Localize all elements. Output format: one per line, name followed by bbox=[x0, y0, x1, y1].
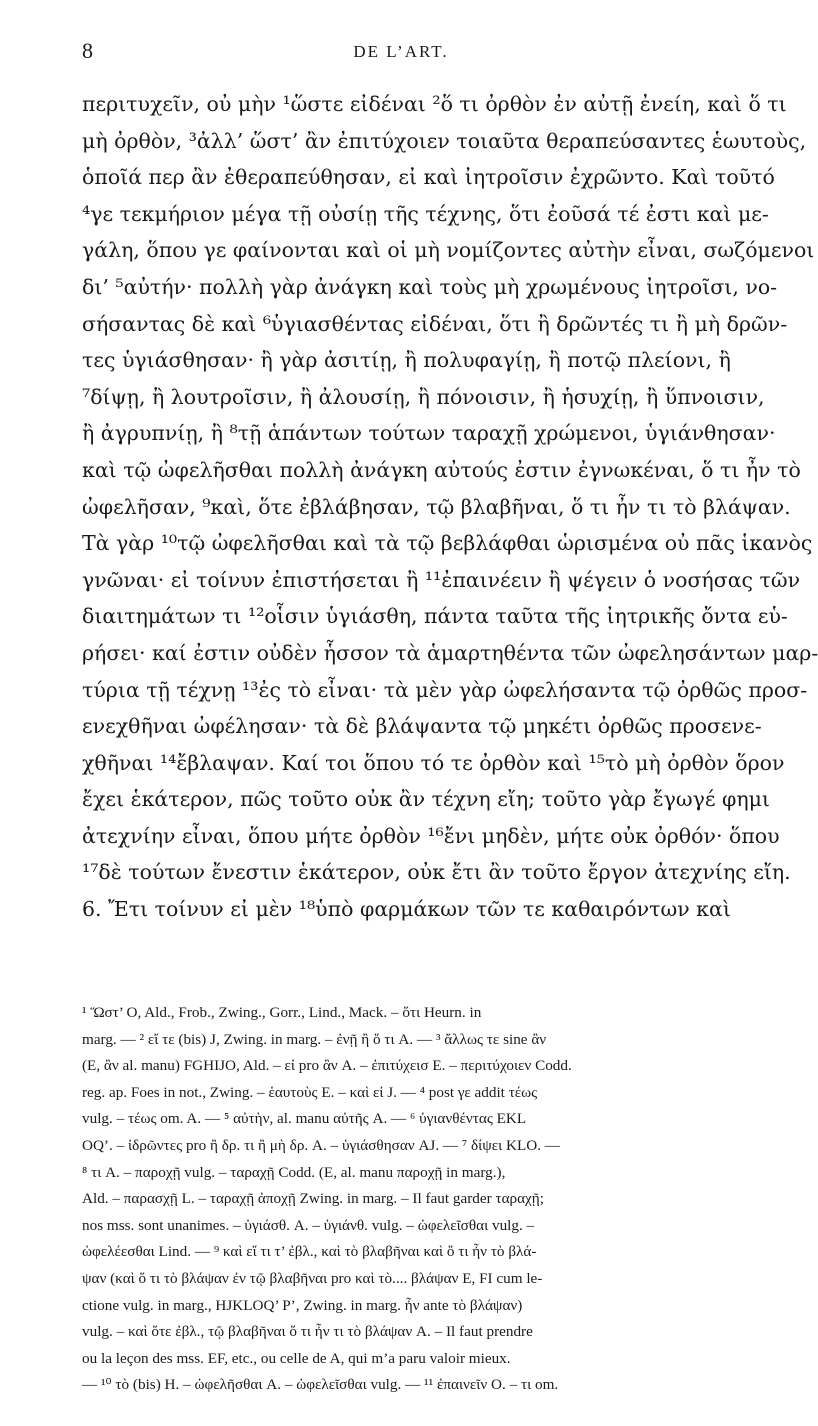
footnote-line: ⁸ τι A. – παροχῇ vulg. – ταραχῇ Codd. (E, al. manu παροχῇ in marg.), bbox=[82, 1163, 506, 1181]
footnote-line: ou la leçon des mss. EF, etc., ou celle de A, qui m’a paru valoir mieux. bbox=[82, 1349, 511, 1367]
text-line: ὠφελῆσαν, ⁹καὶ, ὅτε ἐβλάβησαν, τῷ βλαβῆναι, ὅ τι ἦν τι τὸ βλάψαν. bbox=[82, 494, 791, 519]
footnote-line: Ald. – παρασχῇ L. – ταραχῇ ἀποχῇ Zwing. in marg. – Il faut garder ταραχῇ; bbox=[82, 1190, 544, 1208]
footnote-line: marg. — ² εἴ τε (bis) J, Zwing. in marg. – ἐνῇ ἢ ὅ τι A. — ³ ἄλλως τε sine ἂν bbox=[82, 1030, 547, 1048]
footnote-line: ὠφελέεσθαι Lind. — ⁹ καὶ εἴ τι τ’ ἐβλ., καὶ τὸ βλαβῆναι καὶ ὅ τι ἦν τὸ βλά- bbox=[82, 1243, 537, 1261]
running-title: DE L’ART. bbox=[353, 42, 449, 61]
text-line: Τὰ γὰρ ¹⁰τῷ ὠφελῆσθαι καὶ τὰ τῷ βεβλάφθαι ὡρισμένα οὐ πᾶς ἱκανὸς bbox=[82, 531, 813, 556]
footnote-line: ¹ Ὥστ’ O, Ald., Frob., Zwing., Gorr., Lind., Mack. – ὅτι Heurn. in bbox=[82, 1004, 482, 1021]
page-header bbox=[82, 38, 720, 78]
text-line: διαιτημάτων τι ¹²οἷσιν ὑγιάσθη, πάντα ταῦτα τῆς ἰητρικῆς ὄντα εὑ- bbox=[82, 604, 788, 629]
text-line: ἀτεχνίην εἶναι, ὅπου μήτε ὀρθὸν ¹⁶ἔνι μηδὲν, μήτε οὐκ ὀρθόν· ὅπου bbox=[82, 823, 780, 848]
text-line: γάλη, ὅπου γε φαίνονται καὶ οἱ μὴ νομίζοντες αὐτὴν εἶναι, σωζόμενοι bbox=[82, 238, 815, 263]
text-line: ⁷δίψῃ, ἢ λουτροῖσιν, ἢ ἀλουσίῃ, ἢ πόνοισιν, ἢ ἡσυχίῃ, ἢ ὕπνοισιν, bbox=[82, 384, 765, 409]
text-line: τες ὑγιάσθησαν· ἢ γὰρ ἀσιτίῃ, ἢ πολυφαγίῃ, ἢ ποτῷ πλείονι, ἢ bbox=[82, 348, 731, 373]
text-line: ενεχθῆναι ὠφέλησαν· τὰ δὲ βλάψαντα τῷ μηκέτι ὀρθῶς προσενε- bbox=[82, 714, 762, 739]
text-line: γνῶναι· εἰ τοίνυν ἐπιστήσεται ἢ ¹¹ἐπαινέειν ἢ ψέγειν ὁ νοσήσας τῶν bbox=[82, 567, 801, 592]
text-line: σήσαντας δὲ καὶ ⁶ὑγιασθέντας εἰδέναι, ὅτι ἢ δρῶντές τι ἢ μὴ δρῶν- bbox=[82, 311, 788, 336]
text-line: ρήσει· καί ἐστιν οὐδὲν ἧσσον τὰ ἁμαρτηθέντα τῶν ὠφελησάντων μαρ- bbox=[82, 640, 818, 665]
text-line: ἔχει ἑκάτερον, πῶς τοῦτο οὐκ ἂν τέχνη εἴη; τοῦτο γὰρ ἔγωγέ φημι bbox=[82, 787, 770, 812]
page-number: 8 bbox=[82, 38, 93, 63]
text-line: δι’ ⁵αὐτήν· πολλὴ γὰρ ἀνάγκη καὶ τοὺς μὴ χρωμένους ἰητροῖσι, νο- bbox=[82, 274, 778, 299]
footnote-line: — ¹⁰ τὸ (bis) H. – ὠφελῆσθαι A. – ὠφελεῖσθαι vulg. — ¹¹ ἐπαινεῖν O. – τι om. bbox=[82, 1376, 559, 1394]
footnote-line: vulg. – καὶ ὅτε ἐβλ., τῷ βλαβῆναι ὅ τι ἦν τι τὸ βλάψαν A. – Il faut prendre bbox=[82, 1323, 533, 1341]
text-line: ἢ ἀγρυπνίῃ, ἢ ⁸τῇ ἁπάντων τούτων ταραχῇ χρώμενοι, ὑγιάνθησαν· bbox=[82, 421, 776, 446]
greek-main-text bbox=[82, 86, 818, 928]
text-line: μὴ ὀρθὸν, ³ἀλλ’ ὥστ’ ἂν ἐπιτύχοιεν τοιαῦτα θεραπεύσαντες ἑωυτοὺς, bbox=[82, 128, 807, 153]
footnote-line: OQ’. – ἰδρῶντες pro ἢ δρ. τι ἢ μὴ δρ. A. – ὑγιάσθησαν AJ. — ⁷ δίψει KLO. — bbox=[82, 1136, 560, 1154]
text-line: χθῆναι ¹⁴ἔβλαψαν. Καί τοι ὅπου τό τε ὀρθὸν καὶ ¹⁵τὸ μὴ ὀρθὸν ὅρον bbox=[82, 750, 785, 775]
footnote-line: vulg. – τέως om. A. — ⁵ αὐτὴν, al. manu αὐτῆς A. — ⁶ ὑγιανθέντας EKL bbox=[82, 1110, 527, 1128]
footnotes bbox=[82, 1000, 722, 1399]
text-line: περιτυχεῖν, οὐ μὴν ¹ὥστε εἰδέναι ²ὅ τι ὀρθὸν ἐν αὐτῇ ἐνείη, καὶ ὅ τι bbox=[82, 92, 787, 116]
footnote-line: ψαν (καὶ ὅ τι τὸ βλάψαν ἐν τῷ βλαβῆναι pro καὶ τὸ.... βλάψαν E, FI cum le- bbox=[82, 1269, 543, 1287]
text-line: ὁποῖά περ ἂν ἐθεραπεύθησαν, εἰ καὶ ἰητροῖσιν ἐχρῶντο. Καὶ τοῦτό bbox=[82, 165, 775, 190]
text-line: ¹⁷δὲ τούτων ἔνεστιν ἑκάτερον, οὐκ ἔτι ἂν τοῦτο ἔργον ἀτεχνίης εἴη. bbox=[82, 860, 791, 885]
footnote-line: ctione vulg. in marg., HJKLOQ’ P’, Zwing. in marg. ἦν ante τὸ βλάψαν) bbox=[82, 1296, 523, 1314]
footnote-line: (E, ἂν al. manu) FGHIJO, Ald. – εἰ pro ἂν A. – ἐπιτύχεισ E. – περιτύχοιεν Codd. bbox=[82, 1057, 572, 1075]
section-6-line: 6. Ἔτι τοίνυν εἰ μὲν ¹⁸ὑπὸ φαρμάκων τῶν τε καθαιρόντων καὶ bbox=[82, 897, 731, 922]
text-line: καὶ τῷ ὠφελῆσθαι πολλὴ ἀνάγκη αὐτούς ἐστιν ἐγνωκέναι, ὅ τι ἦν τὸ bbox=[82, 457, 801, 482]
footnote-line: reg. ap. Foes in not., Zwing. – ἑαυτοὺς E. – καὶ εἰ J. — ⁴ post γε addit τέως bbox=[82, 1083, 538, 1101]
footnote-line: nos mss. sont unanimes. – ὑγιάσθ. A. – ὑγιάνθ. vulg. – ὠφελεῖσθαι vulg. – bbox=[82, 1216, 535, 1234]
text-line: τύρια τῇ τέχνῃ ¹³ἐς τὸ εἶναι· τὰ μὲν γὰρ ὠφελήσαντα τῷ ὀρθῶς προσ- bbox=[82, 677, 808, 702]
text-line: ⁴γε τεκμήριον μέγα τῇ οὐσίῃ τῆς τέχνης, ὅτι ἐοῦσά τέ ἐστι καὶ με- bbox=[82, 201, 769, 226]
